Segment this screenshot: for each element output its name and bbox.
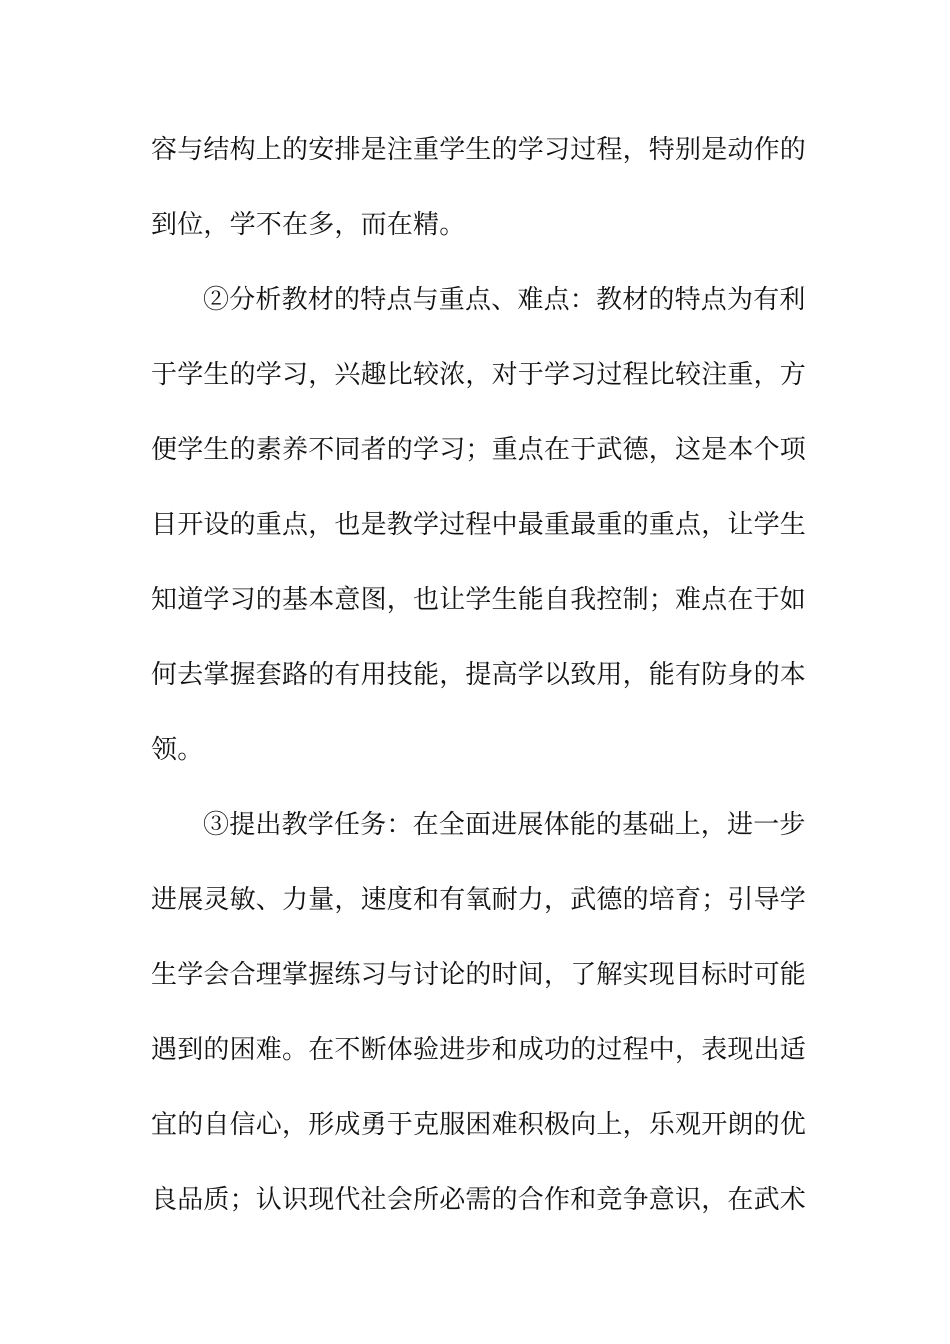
- text-line-1: 容与结构上的安排是注重学生的学习过程，特别是动作的: [151, 135, 807, 165]
- text-line-12: 生学会合理掌握练习与讨论的时间，了解实现目标时可能: [151, 960, 807, 990]
- text-line-9: 领。: [151, 735, 204, 765]
- text-line-7: 知道学习的基本意图，也让学生能自我控制；难点在于如: [151, 585, 807, 615]
- text-line-2: 到位，学不在多，而在精。: [151, 210, 466, 240]
- text-line-6: 目开设的重点，也是教学过程中最重最重的重点，让学生: [151, 510, 807, 540]
- text-line-8: 何去掌握套路的有用技能，提高学以致用，能有防身的本: [151, 660, 807, 690]
- text-line-11: 进展灵敏、力量，速度和有氧耐力，武德的培育；引导学: [151, 885, 807, 915]
- text-line-4: 于学生的学习，兴趣比较浓，对于学习过程比较注重，方: [151, 360, 807, 390]
- text-line-15: 良品质；认识现代社会所必需的合作和竞争意识，在武术: [151, 1185, 807, 1215]
- text-line-5: 便学生的素养不同者的学习；重点在于武德，这是本个项: [151, 435, 807, 465]
- text-line-14: 宜的自信心，形成勇于克服困难积极向上，乐观开朗的优: [151, 1110, 807, 1140]
- text-line-13: 遇到的困难。在不断体验进步和成功的过程中，表现出适: [151, 1035, 807, 1065]
- paragraph-2-first-line: ②分析教材的特点与重点、难点：教材的特点为有利: [203, 285, 806, 315]
- paragraph-3-first-line: ③提出教学任务：在全面进展体能的基础上，进一步: [203, 810, 806, 840]
